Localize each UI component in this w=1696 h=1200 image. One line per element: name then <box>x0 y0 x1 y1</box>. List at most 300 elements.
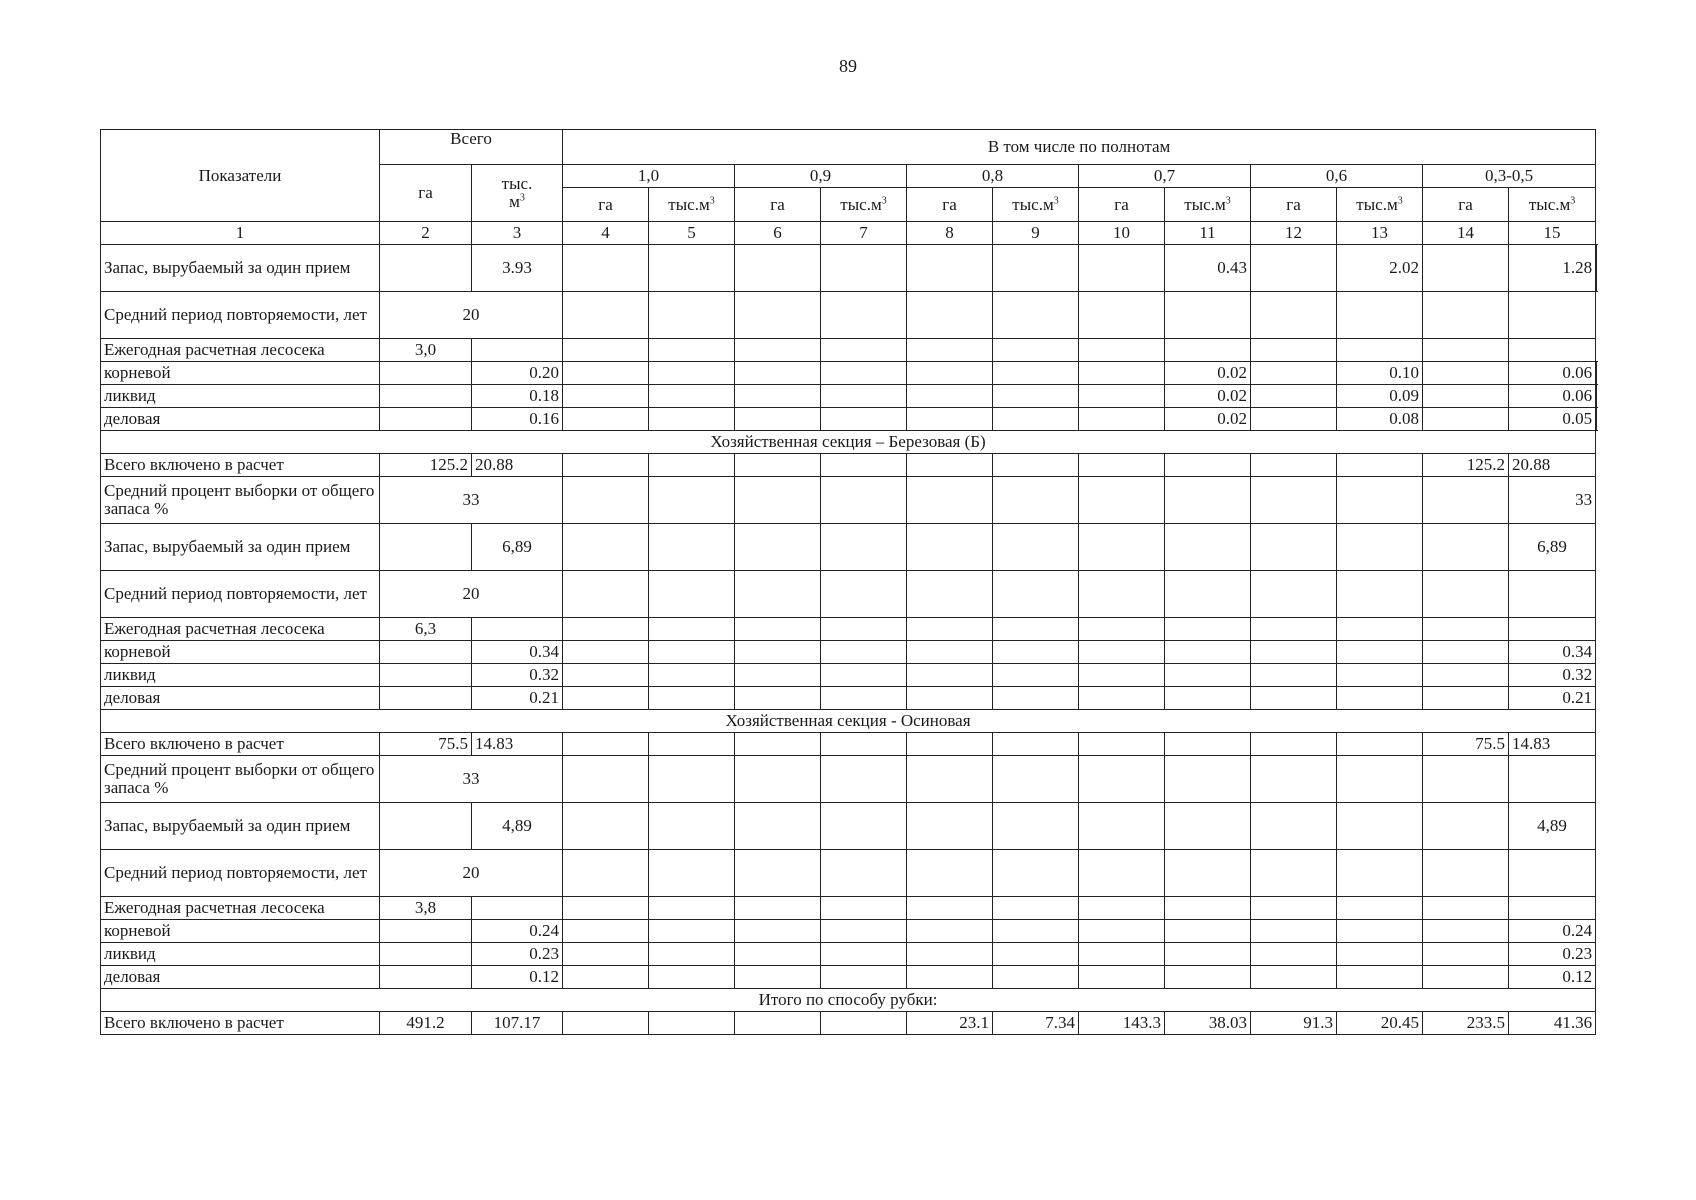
table-row <box>101 454 1597 477</box>
empty-cell <box>1079 454 1165 477</box>
empty-cell <box>1251 756 1337 803</box>
empty-cell <box>735 571 821 618</box>
empty-cell <box>563 803 649 850</box>
table-row <box>101 292 1597 339</box>
empty-cell <box>563 687 649 710</box>
header-column-numbers <box>101 222 1597 245</box>
row-label: Средний период повторяемости, лет <box>101 292 380 339</box>
row-label: Средний период повторяемости, лет <box>101 850 380 897</box>
empty-cell <box>735 618 821 641</box>
header-unit-m3 <box>1165 188 1251 222</box>
value-cell: 3.93 <box>472 245 563 292</box>
header-unit-ha: га <box>1423 188 1509 222</box>
empty-cell <box>907 245 993 292</box>
empty-cell <box>649 687 735 710</box>
empty-cell <box>380 966 472 989</box>
empty-cell <box>1165 524 1251 571</box>
empty-cell <box>1165 966 1251 989</box>
empty-cell <box>1251 920 1337 943</box>
value-cell: 20.88 <box>472 454 563 477</box>
empty-cell <box>1165 803 1251 850</box>
row-label: Средний процент выборки от общего запаса % <box>101 477 380 524</box>
header-unit-m3 <box>993 188 1079 222</box>
row-label: ликвид <box>101 664 380 687</box>
column-number-cell: 15 <box>1509 222 1596 245</box>
empty-cell <box>1251 477 1337 524</box>
value-cell: 33 <box>380 756 563 803</box>
value-cell: 0.24 <box>472 920 563 943</box>
empty-cell <box>1079 966 1165 989</box>
empty-cell <box>649 943 735 966</box>
empty-cell <box>907 362 993 385</box>
value-cell: 4,89 <box>472 803 563 850</box>
header-density-6: 0,3-0,5 <box>1423 165 1596 188</box>
empty-cell <box>907 524 993 571</box>
section-title: Итого по способу рубки: <box>101 989 1596 1012</box>
empty-cell <box>563 618 649 641</box>
empty-cell <box>735 524 821 571</box>
empty-cell <box>907 385 993 408</box>
empty-cell <box>1423 756 1509 803</box>
empty-cell <box>1251 850 1337 897</box>
empty-cell <box>821 897 907 920</box>
header-unit-ha: га <box>907 188 993 222</box>
empty-cell <box>907 292 993 339</box>
table-row <box>101 803 1597 850</box>
empty-cell <box>821 385 907 408</box>
table-row <box>101 477 1597 524</box>
value-cell: 41.36 <box>1509 1012 1596 1035</box>
row-label: корневой <box>101 362 380 385</box>
empty-cell <box>735 943 821 966</box>
empty-cell <box>649 897 735 920</box>
empty-cell <box>1337 733 1423 756</box>
empty-cell <box>993 803 1079 850</box>
empty-cell <box>1251 362 1337 385</box>
row-label: деловая <box>101 687 380 710</box>
empty-cell <box>1423 571 1509 618</box>
empty-cell <box>1337 966 1423 989</box>
empty-cell <box>821 571 907 618</box>
empty-cell <box>380 362 472 385</box>
empty-cell <box>735 292 821 339</box>
empty-cell <box>1079 664 1165 687</box>
empty-cell <box>649 641 735 664</box>
value-cell: 0.21 <box>472 687 563 710</box>
empty-cell <box>1509 618 1596 641</box>
empty-cell <box>472 897 563 920</box>
header-indicators: Показатели <box>101 130 380 222</box>
empty-cell <box>1165 339 1251 362</box>
empty-cell <box>380 385 472 408</box>
value-cell: 75.5 <box>1423 733 1509 756</box>
empty-cell <box>993 687 1079 710</box>
empty-cell <box>563 943 649 966</box>
empty-cell <box>735 362 821 385</box>
value-cell: 125.2 <box>380 454 472 477</box>
empty-cell <box>735 897 821 920</box>
empty-cell <box>993 618 1079 641</box>
empty-cell <box>1337 803 1423 850</box>
value-cell: 0.32 <box>1509 664 1596 687</box>
empty-cell <box>735 245 821 292</box>
empty-cell <box>821 292 907 339</box>
row-label: Запас, вырубаемый за один прием <box>101 524 380 571</box>
empty-cell <box>472 618 563 641</box>
header-unit-m3-label: тыс.м <box>1012 194 1054 214</box>
empty-cell <box>1251 733 1337 756</box>
table-row <box>101 641 1597 664</box>
empty-cell <box>735 687 821 710</box>
empty-cell <box>563 920 649 943</box>
header-unit-m3-label: тыс.м <box>1184 194 1226 214</box>
empty-cell <box>1079 571 1165 618</box>
value-cell: 33 <box>380 477 563 524</box>
empty-cell <box>821 850 907 897</box>
value-cell: 6,89 <box>1509 524 1596 571</box>
header-total: Всего <box>380 130 563 165</box>
empty-cell <box>993 362 1079 385</box>
empty-cell <box>821 664 907 687</box>
empty-cell <box>649 292 735 339</box>
value-cell: 0.23 <box>1509 943 1596 966</box>
empty-cell <box>1423 524 1509 571</box>
empty-cell <box>993 664 1079 687</box>
empty-cell <box>1423 339 1509 362</box>
value-cell: 0.43 <box>1165 245 1251 292</box>
empty-cell <box>563 292 649 339</box>
empty-cell <box>1079 756 1165 803</box>
column-number-cell: 9 <box>993 222 1079 245</box>
empty-cell <box>907 454 993 477</box>
header-unit-ha: га <box>1251 188 1337 222</box>
empty-cell <box>1079 687 1165 710</box>
empty-cell <box>907 641 993 664</box>
empty-cell <box>993 850 1079 897</box>
empty-cell <box>1079 850 1165 897</box>
empty-cell <box>1251 803 1337 850</box>
empty-cell <box>1251 664 1337 687</box>
empty-cell <box>380 664 472 687</box>
empty-cell <box>993 408 1079 431</box>
column-number-cell: 3 <box>472 222 563 245</box>
empty-cell <box>1165 292 1251 339</box>
empty-cell <box>993 943 1079 966</box>
empty-cell <box>1251 618 1337 641</box>
value-cell: 3,0 <box>380 339 472 362</box>
table-row <box>101 687 1597 710</box>
value-cell: 6,3 <box>380 618 472 641</box>
table-row <box>101 339 1597 362</box>
value-cell: 0.16 <box>472 408 563 431</box>
header-unit-m3 <box>1337 188 1423 222</box>
empty-cell <box>380 920 472 943</box>
empty-cell <box>993 920 1079 943</box>
empty-cell <box>1165 664 1251 687</box>
empty-cell <box>735 756 821 803</box>
empty-cell <box>649 408 735 431</box>
empty-cell <box>649 245 735 292</box>
table-row <box>101 966 1597 989</box>
column-number-cell: 11 <box>1165 222 1251 245</box>
forest-harvest-table <box>100 129 1597 1035</box>
empty-cell <box>907 477 993 524</box>
empty-cell <box>1251 524 1337 571</box>
empty-cell <box>1079 245 1165 292</box>
value-cell: 0.24 <box>1509 920 1596 943</box>
header-unit-m3 <box>1509 188 1596 222</box>
empty-cell <box>821 641 907 664</box>
empty-cell <box>821 339 907 362</box>
empty-cell <box>563 524 649 571</box>
empty-cell <box>1423 803 1509 850</box>
value-cell: 20.45 <box>1337 1012 1423 1035</box>
empty-cell <box>993 292 1079 339</box>
empty-cell <box>735 339 821 362</box>
value-cell: 14.83 <box>472 733 563 756</box>
empty-cell <box>907 920 993 943</box>
empty-cell <box>1079 408 1165 431</box>
empty-cell <box>993 524 1079 571</box>
empty-cell <box>563 477 649 524</box>
empty-cell <box>1165 850 1251 897</box>
empty-cell <box>993 641 1079 664</box>
empty-cell <box>1337 477 1423 524</box>
value-cell: 491.2 <box>380 1012 472 1035</box>
empty-cell <box>907 897 993 920</box>
empty-cell <box>1423 687 1509 710</box>
empty-cell <box>1423 618 1509 641</box>
empty-cell <box>1423 897 1509 920</box>
empty-cell <box>1509 339 1596 362</box>
empty-cell <box>1079 618 1165 641</box>
value-cell: 23.1 <box>907 1012 993 1035</box>
table-row <box>101 571 1597 618</box>
value-cell: 20 <box>380 850 563 897</box>
empty-cell <box>735 966 821 989</box>
empty-cell <box>1509 850 1596 897</box>
empty-cell <box>1079 339 1165 362</box>
empty-cell <box>563 641 649 664</box>
empty-cell <box>563 339 649 362</box>
empty-cell <box>907 408 993 431</box>
value-cell: 0.12 <box>1509 966 1596 989</box>
row-label: ликвид <box>101 385 380 408</box>
empty-cell <box>563 454 649 477</box>
row-label: Всего включено в расчет <box>101 454 380 477</box>
value-cell: 0.02 <box>1165 408 1251 431</box>
empty-cell <box>1337 641 1423 664</box>
empty-cell <box>993 897 1079 920</box>
value-cell: 0.05 <box>1509 408 1596 431</box>
table-row <box>101 245 1597 292</box>
sup-3: 3 <box>881 194 887 206</box>
value-cell: 91.3 <box>1251 1012 1337 1035</box>
empty-cell <box>821 687 907 710</box>
header-total-ha: га <box>380 165 472 222</box>
value-cell: 0.21 <box>1509 687 1596 710</box>
value-cell: 0.32 <box>472 664 563 687</box>
empty-cell <box>735 454 821 477</box>
empty-cell <box>563 756 649 803</box>
empty-cell <box>907 803 993 850</box>
empty-cell <box>1079 385 1165 408</box>
header-unit-m3-label: тыс.м <box>668 194 710 214</box>
empty-cell <box>1423 943 1509 966</box>
empty-cell <box>1423 850 1509 897</box>
section-title-row <box>101 431 1597 454</box>
empty-cell <box>993 756 1079 803</box>
empty-cell <box>735 1012 821 1035</box>
empty-cell <box>821 245 907 292</box>
header-density-3: 0,8 <box>907 165 1079 188</box>
empty-cell <box>1165 756 1251 803</box>
empty-cell <box>1337 897 1423 920</box>
empty-cell <box>1165 454 1251 477</box>
empty-cell <box>1165 943 1251 966</box>
table-row <box>101 897 1597 920</box>
header-by-density: В том числе по полнотам <box>563 130 1596 165</box>
empty-cell <box>735 664 821 687</box>
empty-cell <box>649 524 735 571</box>
value-cell: 7.34 <box>993 1012 1079 1035</box>
empty-cell <box>1079 524 1165 571</box>
empty-cell <box>563 362 649 385</box>
empty-cell <box>907 756 993 803</box>
row-label: Всего включено в расчет <box>101 733 380 756</box>
section-title-row <box>101 989 1597 1012</box>
row-label: Средний процент выборки от общего запаса % <box>101 756 380 803</box>
empty-cell <box>649 571 735 618</box>
empty-cell <box>1079 292 1165 339</box>
value-cell: 3,8 <box>380 897 472 920</box>
value-cell: 33 <box>1509 477 1596 524</box>
row-label: Запас, вырубаемый за один прием <box>101 245 380 292</box>
empty-cell <box>907 966 993 989</box>
empty-cell <box>1423 920 1509 943</box>
value-cell: 0.02 <box>1165 362 1251 385</box>
empty-cell <box>1337 618 1423 641</box>
value-cell: 14.83 <box>1509 733 1596 756</box>
column-number-cell: 12 <box>1251 222 1337 245</box>
empty-cell <box>649 1012 735 1035</box>
value-cell: 143.3 <box>1079 1012 1165 1035</box>
row-label: корневой <box>101 641 380 664</box>
empty-cell <box>380 641 472 664</box>
value-cell: 1.28 <box>1509 245 1596 292</box>
header-total-m3-line1: тыс. <box>501 174 533 193</box>
empty-cell <box>821 920 907 943</box>
column-number-cell: 2 <box>380 222 472 245</box>
empty-cell <box>1165 920 1251 943</box>
value-cell: 0.06 <box>1509 385 1596 408</box>
empty-cell <box>1423 641 1509 664</box>
empty-cell <box>563 571 649 618</box>
empty-cell <box>649 339 735 362</box>
empty-cell <box>1337 943 1423 966</box>
empty-cell <box>993 245 1079 292</box>
empty-cell <box>1251 408 1337 431</box>
row-label: деловая <box>101 966 380 989</box>
empty-cell <box>1165 897 1251 920</box>
value-cell: 0.09 <box>1337 385 1423 408</box>
row-label: Ежегодная расчетная лесосека <box>101 618 380 641</box>
empty-cell <box>1079 897 1165 920</box>
table-row <box>101 756 1597 803</box>
empty-cell <box>649 920 735 943</box>
empty-cell <box>1079 733 1165 756</box>
empty-cell <box>821 477 907 524</box>
header-density-5: 0,6 <box>1251 165 1423 188</box>
empty-cell <box>735 385 821 408</box>
value-cell: 4,89 <box>1509 803 1596 850</box>
empty-cell <box>380 687 472 710</box>
column-number-cell: 8 <box>907 222 993 245</box>
sup-3: 3 <box>1053 194 1059 206</box>
empty-cell <box>993 454 1079 477</box>
empty-cell <box>1251 687 1337 710</box>
section-title: Хозяйственная секция – Березовая (Б) <box>101 431 1596 454</box>
value-cell: 20 <box>380 571 563 618</box>
sup-3: 3 <box>709 194 715 206</box>
table-row <box>101 920 1597 943</box>
value-cell: 20 <box>380 292 563 339</box>
header-total-m3 <box>472 165 563 222</box>
empty-cell <box>993 966 1079 989</box>
empty-cell <box>907 618 993 641</box>
value-cell: 0.34 <box>1509 641 1596 664</box>
empty-cell <box>563 897 649 920</box>
empty-cell <box>1165 477 1251 524</box>
row-label: Запас, вырубаемый за один прием <box>101 803 380 850</box>
empty-cell <box>1251 943 1337 966</box>
empty-cell <box>649 454 735 477</box>
empty-cell <box>472 339 563 362</box>
empty-cell <box>380 803 472 850</box>
header-unit-m3-label: тыс.м <box>840 194 882 214</box>
empty-cell <box>649 618 735 641</box>
value-cell: 0.10 <box>1337 362 1423 385</box>
row-label: Всего включено в расчет <box>101 1012 380 1035</box>
empty-cell <box>1251 641 1337 664</box>
empty-cell <box>735 477 821 524</box>
empty-cell <box>1165 733 1251 756</box>
table-row <box>101 524 1597 571</box>
empty-cell <box>821 943 907 966</box>
empty-cell <box>649 966 735 989</box>
empty-cell <box>821 524 907 571</box>
table-row <box>101 362 1597 385</box>
value-cell: 0.02 <box>1165 385 1251 408</box>
header-density-4: 0,7 <box>1079 165 1251 188</box>
empty-cell <box>907 571 993 618</box>
empty-cell <box>907 733 993 756</box>
empty-cell <box>563 385 649 408</box>
empty-cell <box>1423 477 1509 524</box>
empty-cell <box>821 756 907 803</box>
empty-cell <box>1079 362 1165 385</box>
empty-cell <box>649 362 735 385</box>
empty-cell <box>1251 385 1337 408</box>
empty-cell <box>1337 524 1423 571</box>
empty-cell <box>380 245 472 292</box>
empty-cell <box>1337 920 1423 943</box>
empty-cell <box>1509 571 1596 618</box>
header-unit-m3-label: тыс.м <box>1528 194 1571 214</box>
empty-cell <box>1423 245 1509 292</box>
value-cell: 125.2 <box>1423 454 1509 477</box>
empty-cell <box>1251 571 1337 618</box>
